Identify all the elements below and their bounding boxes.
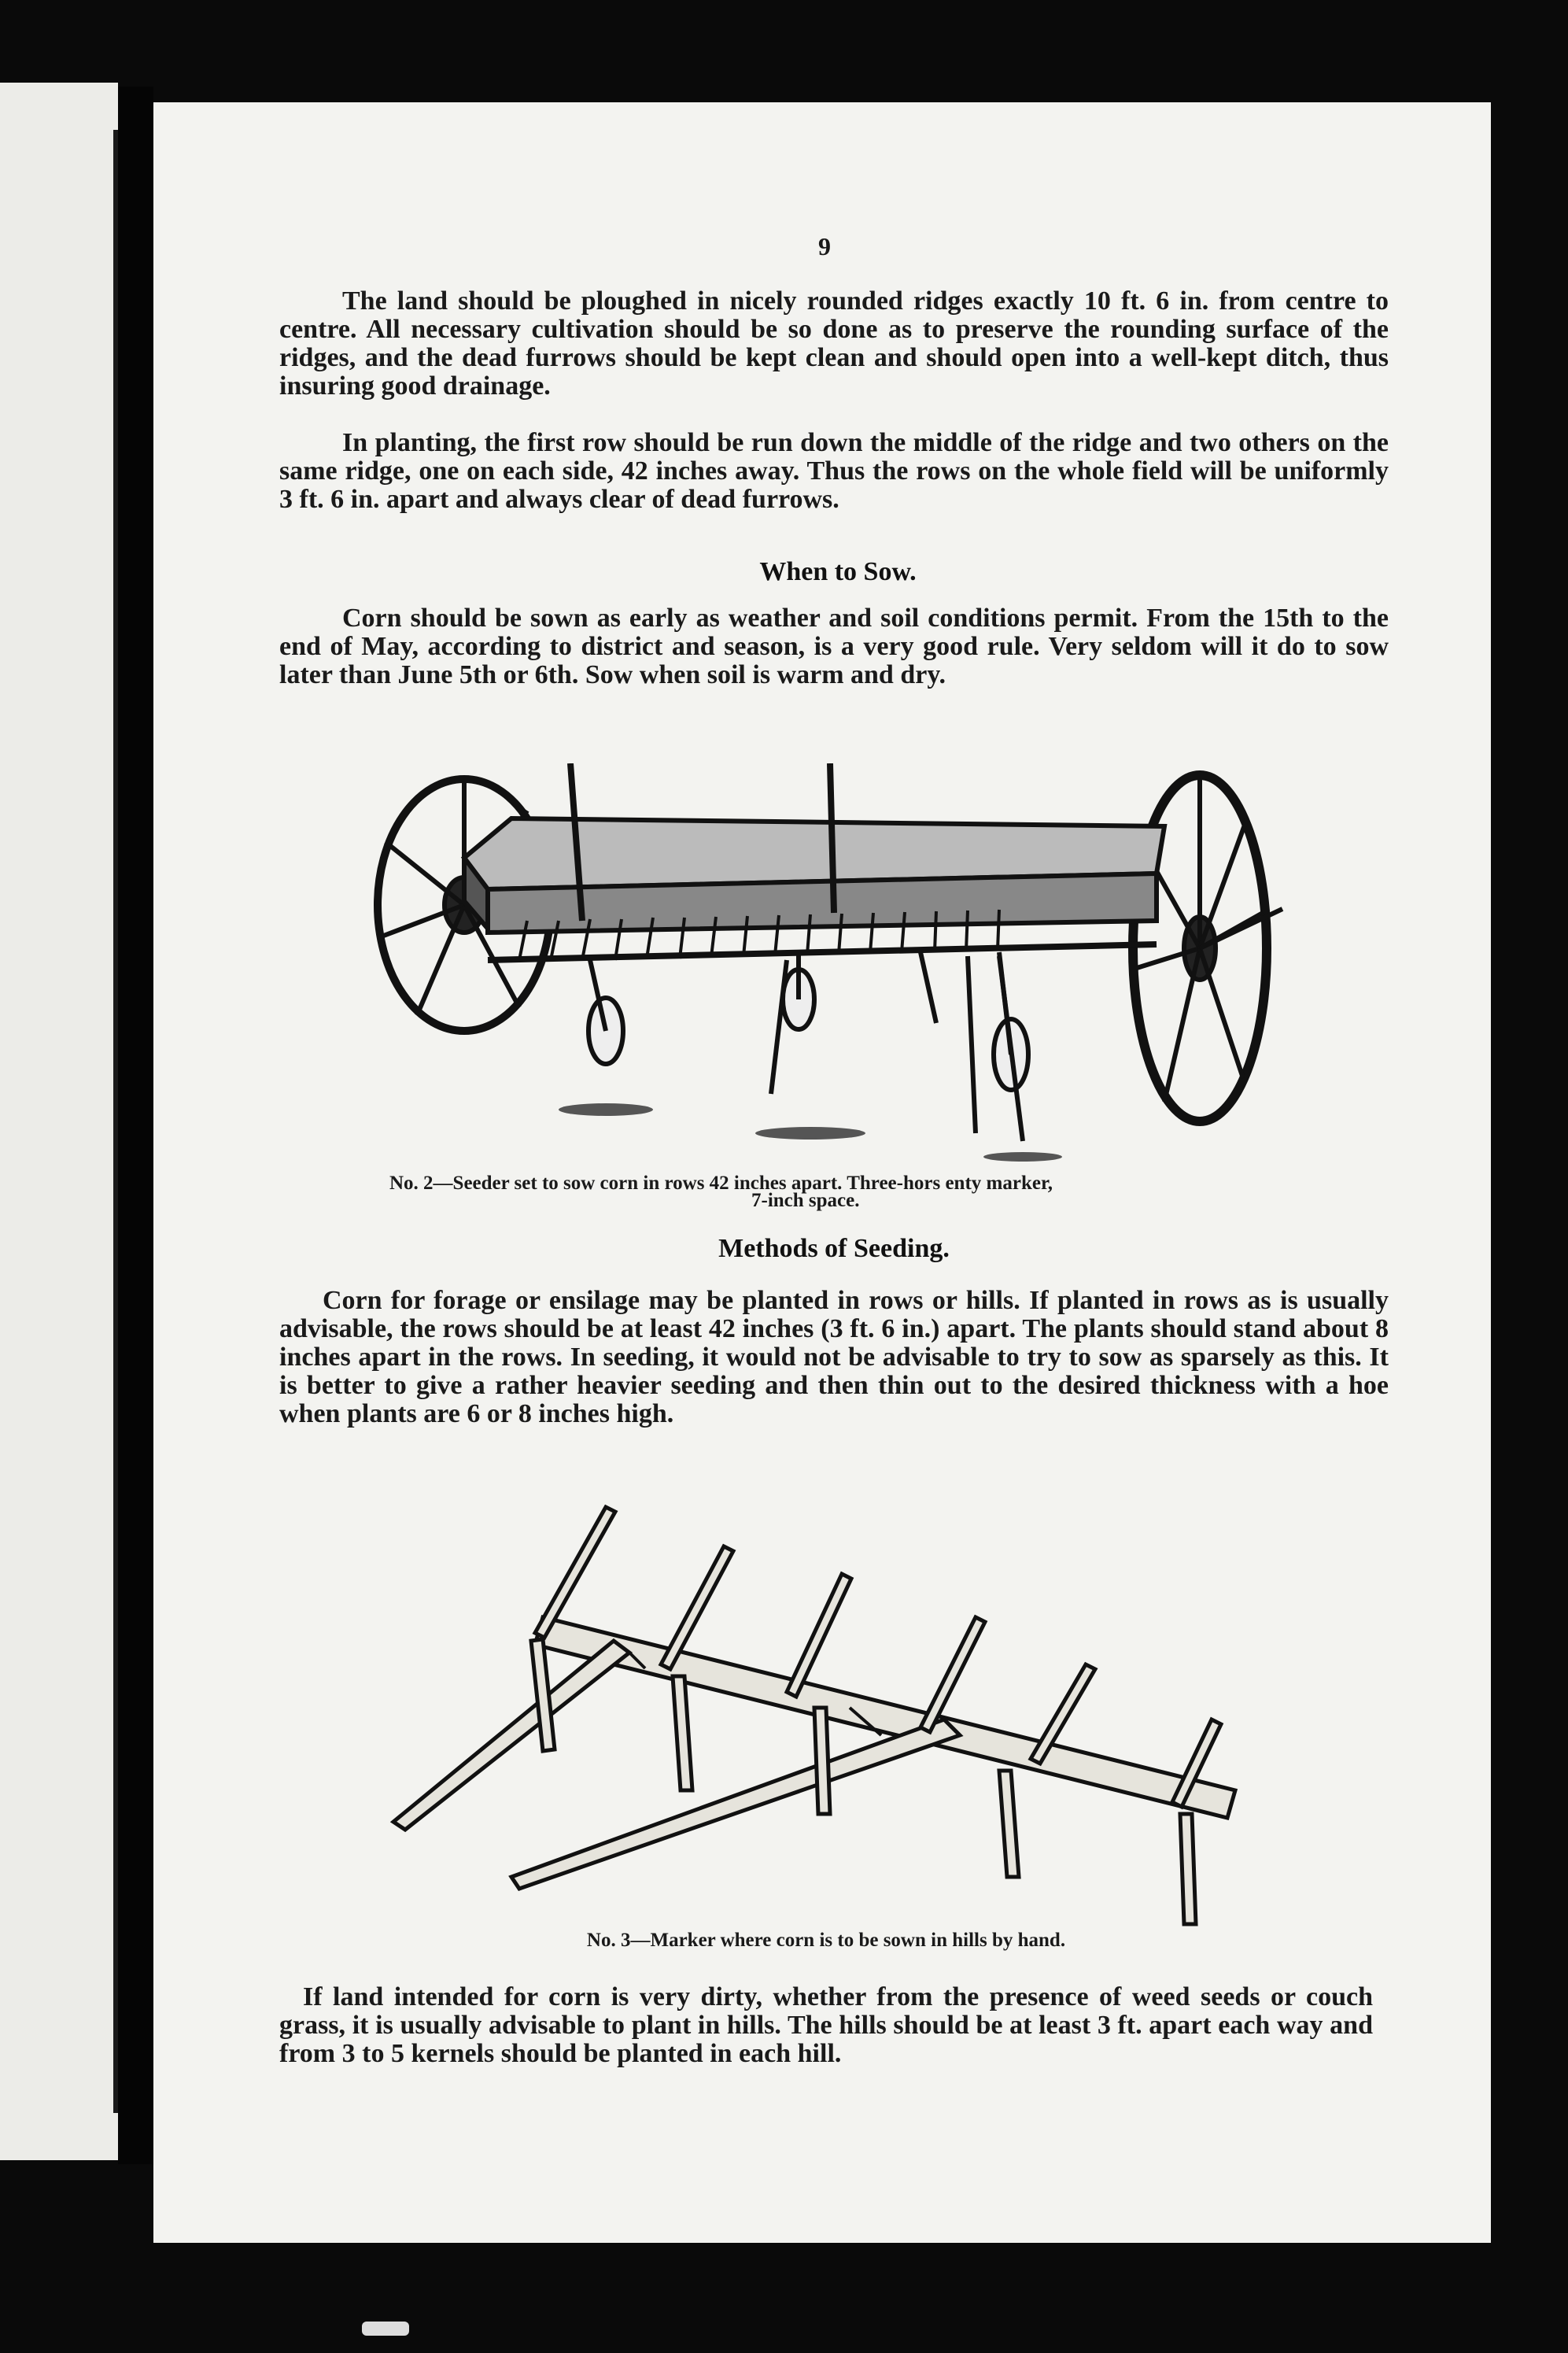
page-speck — [362, 2322, 409, 2336]
marker-illustration — [378, 1499, 1275, 1940]
figure-1-caption-line2: 7-inch space. — [751, 1190, 860, 1211]
paragraph-methods: Corn for forage or ensilage may be planted in rows or hills. If planted in rows as is usually advisable, the rows should be at least 42 inches (3 ft. 6 in.) apart. The plants should stand about 8 inches apart in the rows. In seeding, it would not be advisable to try to sow as sparsely as this. It is better to give a rather heavier seeding and then thin out to the desired thickness with a hoe when plants are 6 or 8 inches high. — [279, 1286, 1389, 1428]
heading-methods-of-seeding: Methods of Seeding. — [718, 1234, 950, 1263]
seeder-illustration — [370, 763, 1298, 1173]
figure-1-caption-line1: No. 2—Seeder set to sow corn in rows 42 inches apart. Three-hors enty marker, — [389, 1173, 1053, 1194]
figure-2-caption: No. 3—Marker where corn is to be sown in hills by hand. — [586, 1930, 1066, 1951]
paragraph-ridges: The land should be ploughed in nicely rounded ridges exactly 10 ft. 6 in. from centre to centre. All necessary cultivation should be so done as to preserve the rounding surface of the ridges, and the dead furrows should be kept clean and should open into a well-kept ditch, thus insuring good drainage. — [279, 286, 1389, 401]
facing-page-edge — [0, 83, 118, 2160]
heading-when-to-sow: When to Sow. — [759, 557, 917, 586]
paragraph-hills: If land intended for corn is very dirty, whether from the presence of weed seeds or couch grass, it is usually advisable to plant in hills. The hills should be at least 3 ft. apart each way and from 3 to 5 kernels should be planted in each hill. — [279, 1982, 1373, 2068]
paragraph-planting: In planting, the first row should be run down the middle of the ridge and two others on the same ridge, one on each side, 42 inches away. Thus the rows on the whole field will be uniformly 3 ft. 6 in. apart and always clear of dead furrows. — [279, 428, 1389, 514]
book-spine-shadow — [118, 87, 153, 2164]
paragraph-when-to-sow: Corn should be sown as early as weather and soil conditions permit. From the 15th to the end of May, according to district and season, is a very good rule. Very seldom will it do to sow later than June 5th or 6th. Sow when soil is warm and dry. — [279, 604, 1389, 689]
page-number: 9 — [818, 232, 831, 260]
